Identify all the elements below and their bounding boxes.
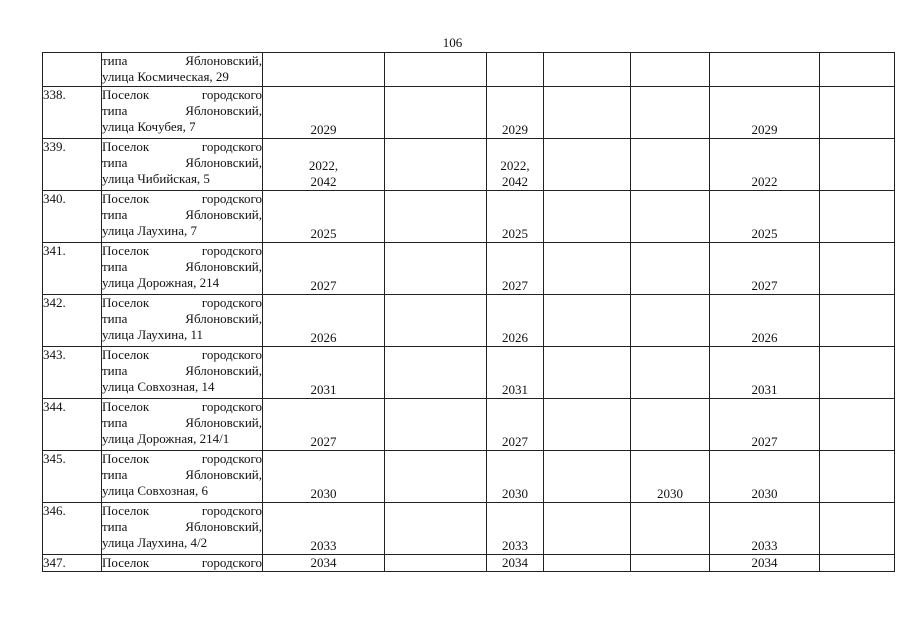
table-row: [43, 139, 895, 191]
table-row: [43, 503, 895, 555]
address-cell: Поселок городского типа Яблоновский, улица Совхозная, 14: [102, 347, 263, 399]
row-number: 345.: [43, 451, 102, 503]
year-cell-col5: 2031: [487, 347, 544, 399]
year-cell-col3: 2033: [263, 503, 385, 555]
year-cell-col8: 2027: [710, 243, 820, 295]
year-cell-col3: 2022, 2042: [263, 139, 385, 191]
year-cell-col3: 2031: [263, 347, 385, 399]
year-cell-col5: 2026: [487, 295, 544, 347]
year-cell-col8: 2025: [710, 191, 820, 243]
row-number: 341.: [43, 243, 102, 295]
year-cell-col3: 2029: [263, 87, 385, 139]
address-cell: Поселок городского типа Яблоновский, улица Дорожная, 214: [102, 243, 263, 295]
address-cell: Поселок городского типа Яблоновский, улица Кочубея, 7: [102, 87, 263, 139]
address-cell: Поселок городского типа Яблоновский, улица Совхозная, 6: [102, 451, 263, 503]
table-row: [43, 87, 895, 139]
table-row: [43, 191, 895, 243]
address-cell: Поселок городского типа Яблоновский, улица Лаухина, 11: [102, 295, 263, 347]
year-cell-col8: 2022: [710, 139, 820, 191]
table-row: [43, 555, 895, 572]
address-cell: Поселок городского: [102, 555, 262, 570]
table-row: [43, 399, 895, 451]
row-number-cell: [43, 53, 102, 87]
year-cell-col7: [631, 503, 710, 555]
year-cell-col5: 2034: [487, 555, 544, 572]
address-cell: Поселок городского типа Яблоновский, улица Лаухина, 7: [102, 191, 263, 243]
year-cell-col8: 2030: [710, 451, 820, 503]
table-row: [43, 295, 895, 347]
year-cell-col3: 2034: [263, 555, 385, 572]
year-cell-col5: 2022, 2042: [487, 139, 544, 191]
year-cell-col3: 2030: [263, 451, 385, 503]
year-cell-col5: 2027: [487, 399, 544, 451]
year-cell-col5: 2030: [487, 451, 544, 503]
year-cell-col7: [631, 295, 710, 347]
year-cell-col8: 2027: [710, 399, 820, 451]
table-row: [43, 451, 895, 503]
page-number: 106: [442, 35, 463, 50]
address-cell: Поселок городского типа Яблоновский, улица Чибийская, 5: [102, 139, 263, 191]
year-cell-col3: 2025: [263, 191, 385, 243]
year-cell-col8: 2031: [710, 347, 820, 399]
row-number: 343.: [43, 347, 102, 399]
year-cell-col3: 2027: [263, 243, 385, 295]
address-cell: Поселок городского типа Яблоновский, улица Дорожная, 214/1: [102, 399, 263, 451]
year-cell-col7: [631, 399, 710, 451]
year-cell-col8: 2029: [710, 87, 820, 139]
year-cell-col8: 2034: [710, 555, 820, 572]
year-cell-col7: [631, 87, 710, 139]
table-row: [43, 347, 895, 399]
row-number: 344.: [43, 399, 102, 451]
year-cell-col8: 2026: [710, 295, 820, 347]
row-number: 347.: [43, 555, 102, 572]
year-cell-col5: 2033: [487, 503, 544, 555]
year-cell-col7: [631, 191, 710, 243]
year-cell-col7: [631, 243, 710, 295]
address-cell: Поселок городского типа Яблоновский, улица Лаухина, 4/2: [102, 503, 263, 555]
year-cell-col5: 2029: [487, 87, 544, 139]
year-cell-col7: 2030: [631, 451, 710, 503]
row-number: 338.: [43, 87, 102, 139]
year-cell-col8: 2033: [710, 503, 820, 555]
row-number: 346.: [43, 503, 102, 555]
row-number: 342.: [43, 295, 102, 347]
year-cell-col7: [631, 347, 710, 399]
year-cell-col3: 2026: [263, 295, 385, 347]
address-cell: типа Яблоновский, улица Космическая, 29: [102, 53, 263, 87]
row-number: 340.: [43, 191, 102, 243]
table-row: [43, 53, 895, 87]
year-cell-col3: 2027: [263, 399, 385, 451]
year-cell-col5: 2027: [487, 243, 544, 295]
year-cell-col5: 2025: [487, 191, 544, 243]
row-number: 339.: [43, 139, 102, 191]
table-row: [43, 243, 895, 295]
year-cell-col7: [631, 139, 710, 191]
schedule-table: [42, 52, 895, 572]
